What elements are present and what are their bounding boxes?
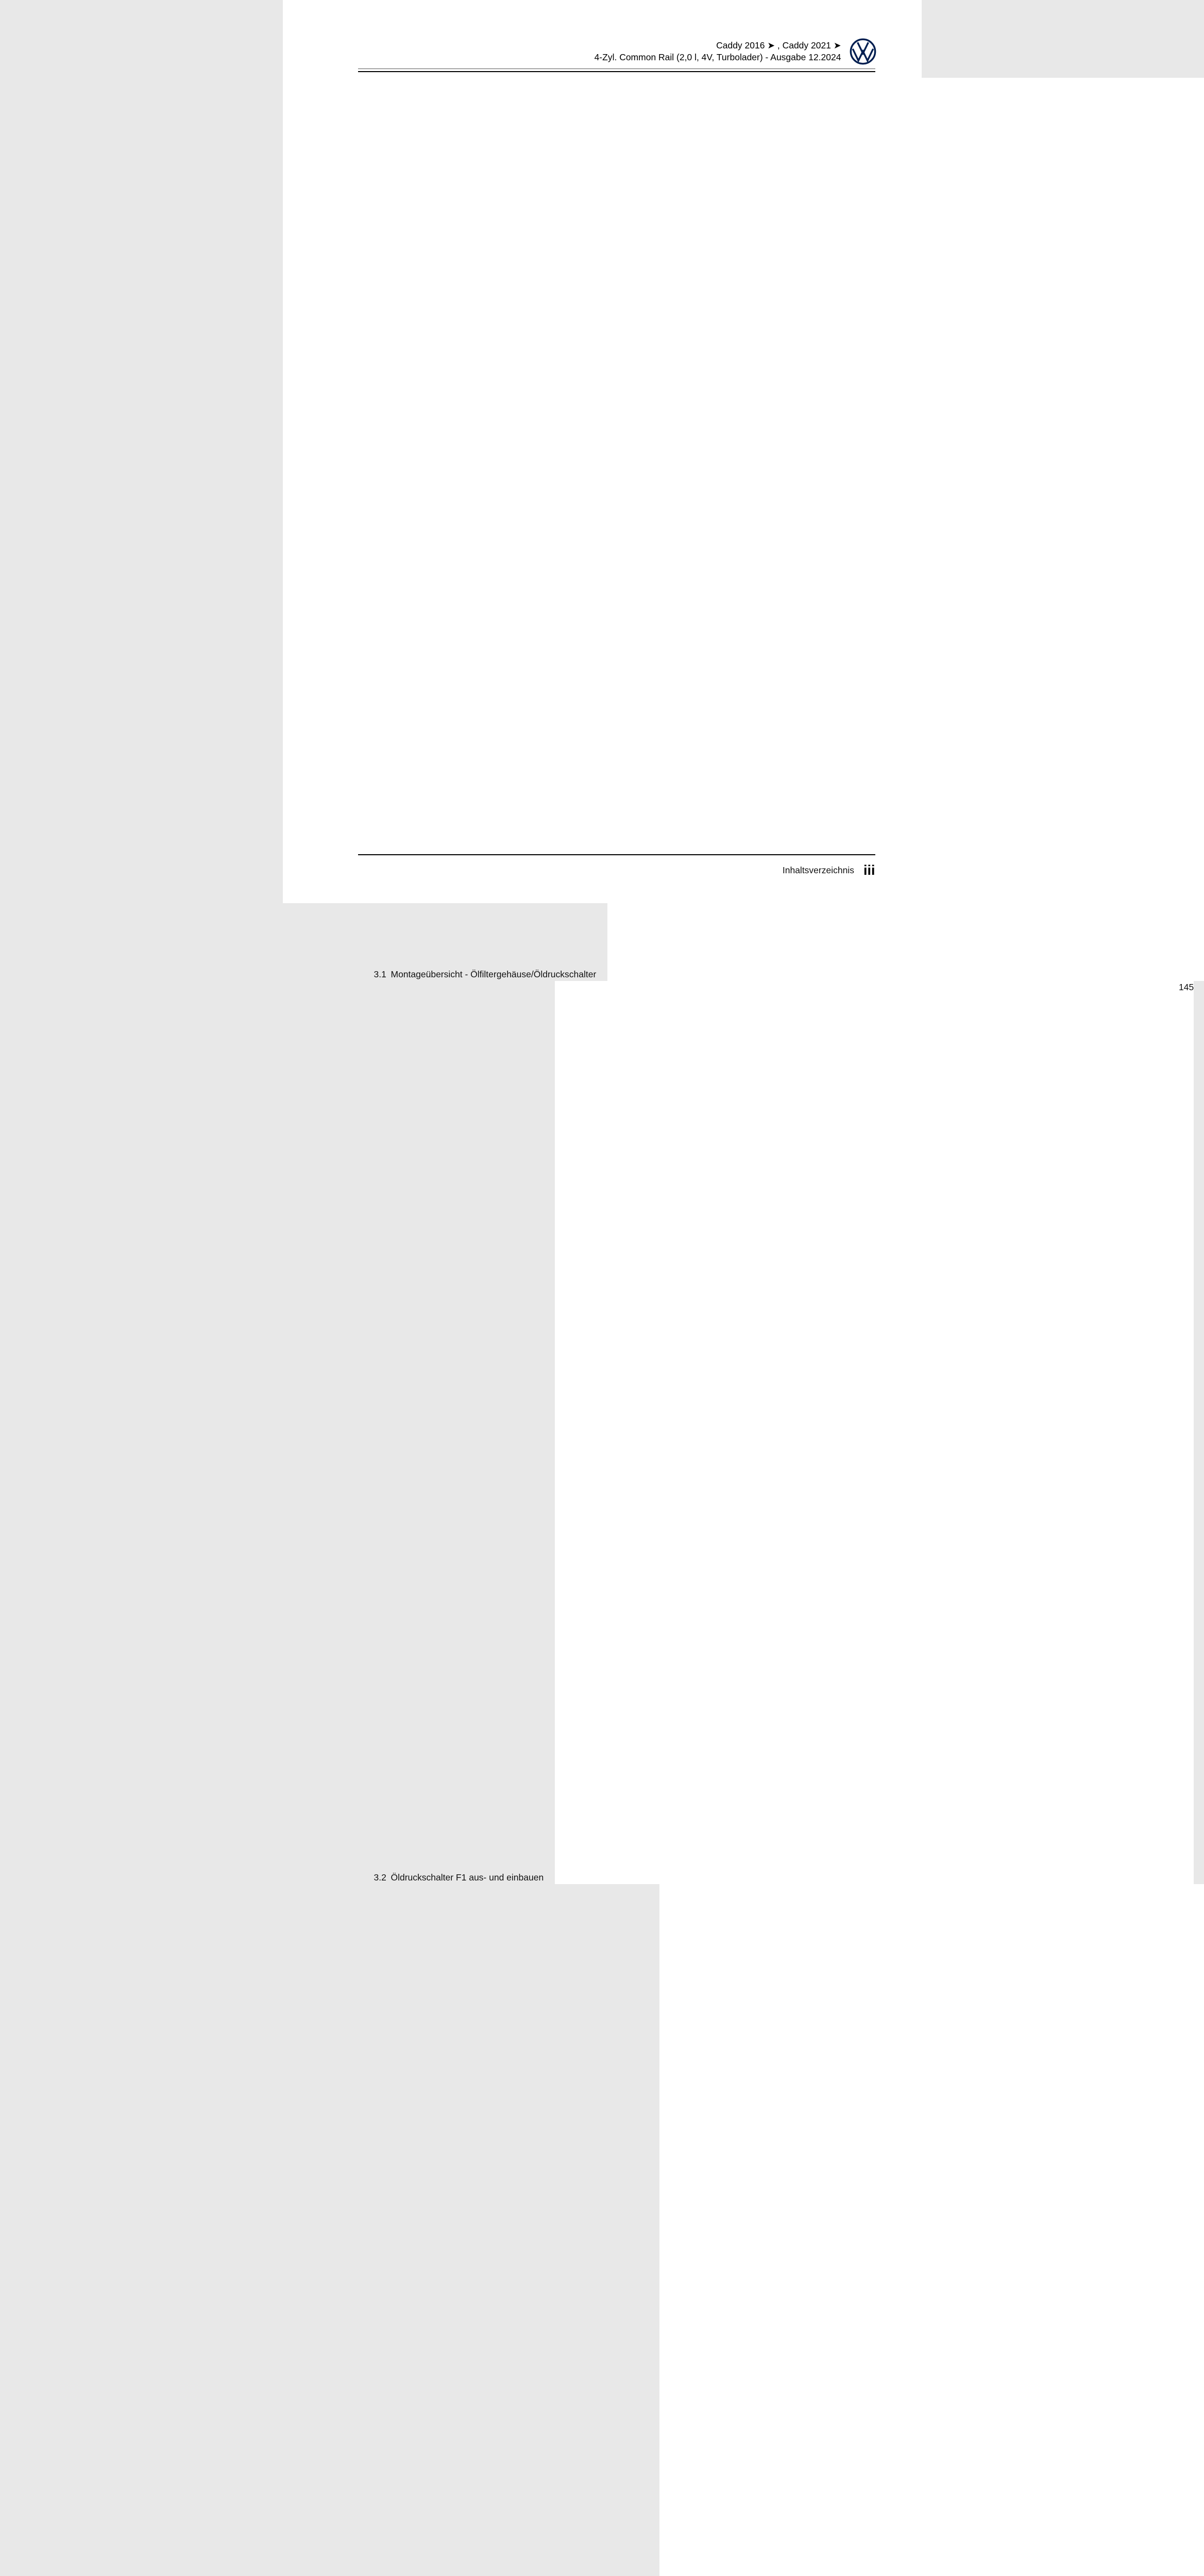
toc-entry-page: 145 (555, 981, 1194, 1884)
header-engine-edition: 4-Zyl. Common Rail (2,0 l, 4V, Turbolader) - Ausgabe 12.2024 (594, 52, 841, 62)
toc-entry-number: 3.2 (374, 1872, 386, 1883)
page-footer (783, 863, 875, 877)
toc-row-item (360, 78, 875, 981)
header-divider (358, 69, 875, 72)
toc-list (360, 78, 1194, 2576)
page-header (595, 38, 876, 65)
vw-logo-icon (850, 38, 876, 65)
header-models: Caddy 2016 ➤ , Caddy 2021 ➤ (716, 40, 841, 50)
toc-entry-page (607, 78, 1204, 981)
toc-entry-page (659, 1884, 1204, 2576)
header-text (595, 40, 841, 63)
footer-divider (358, 854, 875, 855)
toc-entry-title: Montageübersicht - Ölfiltergehäuse/Öldruckschalter (391, 969, 597, 980)
footer-label: Inhaltsverzeichnis (782, 865, 854, 875)
footer-page-number: iii (863, 862, 875, 878)
toc-entry-title: Öldruckschalter F1 aus- und einbauen (391, 1872, 544, 1883)
toc-entry-number: 3.1 (374, 969, 386, 980)
toc-row-item (360, 981, 1194, 1884)
toc-row-item (360, 1884, 875, 2576)
manual-toc-page (283, 0, 1194, 1883)
